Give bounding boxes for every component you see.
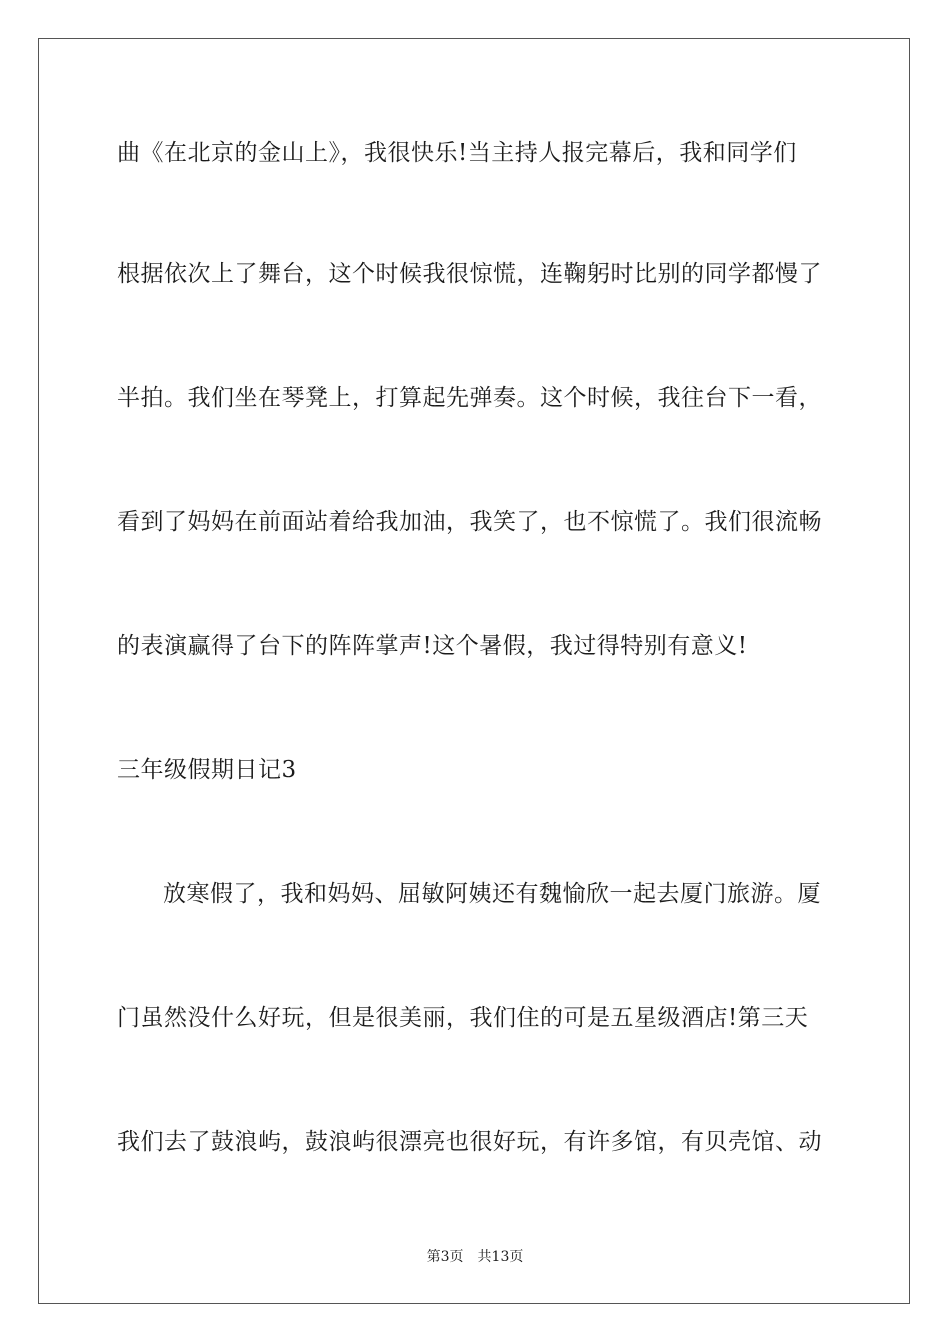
body-line-3: 半拍。我们坐在琴凳上，打算起先弹奏。这个时候，我往台下一看，: [117, 385, 822, 411]
body-line-4: 看到了妈妈在前面站着给我加油，我笑了，也不惊慌了。我们很流畅: [117, 509, 822, 535]
body-line-8: 我们去了鼓浪屿，鼓浪屿很漂亮也很好玩，有许多馆，有贝壳馆、动: [117, 1129, 822, 1155]
page-number: 第3页: [426, 1249, 464, 1265]
section-heading: 三年级假期日记3: [117, 757, 297, 783]
page-border: [38, 38, 910, 1304]
body-line-5: 的表演赢得了台下的阵阵掌声!这个暑假，我过得特别有意义!: [117, 633, 748, 659]
body-line-6: 放寒假了，我和妈妈、屈敏阿姨还有魏愉欣一起去厦门旅游。厦: [163, 881, 821, 907]
page-total: 共13页: [477, 1249, 524, 1265]
body-line-7: 门虽然没什么好玩，但是很美丽，我们住的可是五星级酒店!第三天: [117, 1005, 809, 1031]
page-footer: [0, 1248, 950, 1266]
body-line-1: 曲《在北京的金山上》，我很快乐!当主持人报完幕后，我和同学们: [117, 140, 797, 166]
body-line-2: 根据依次上了舞台，这个时候我很惊慌，连鞠躬时比别的同学都慢了: [117, 261, 822, 287]
